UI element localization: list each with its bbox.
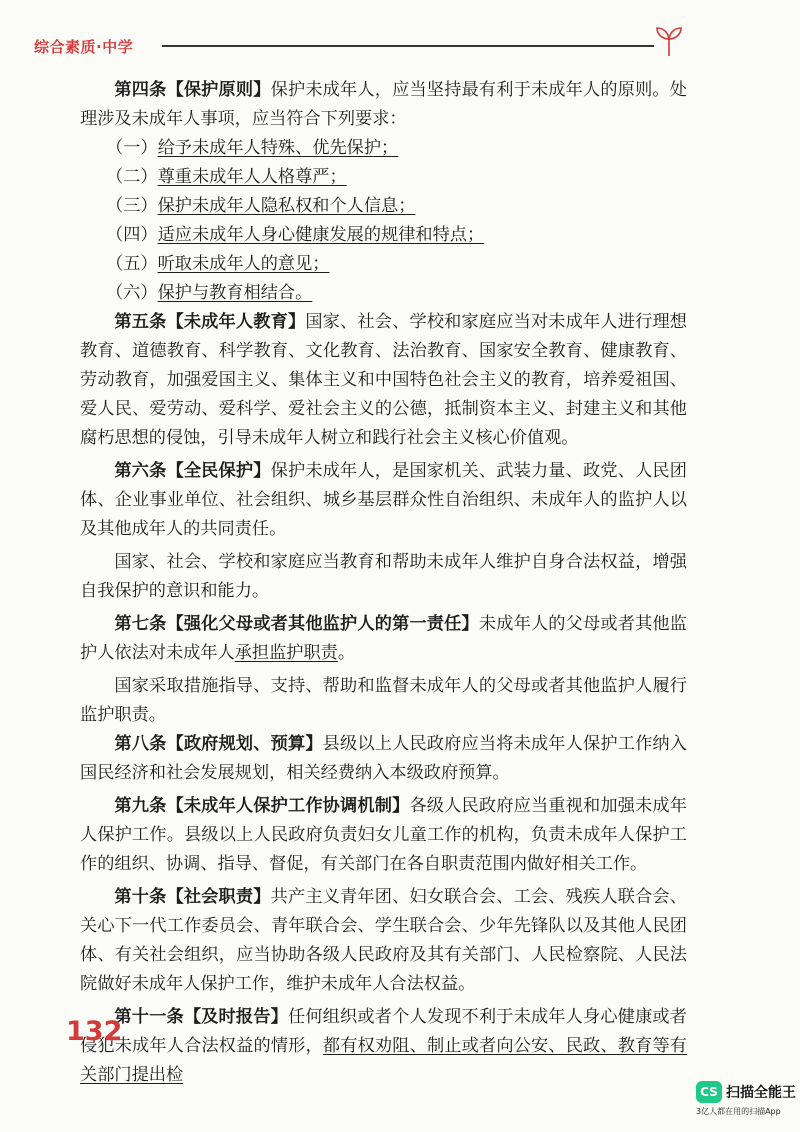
article-5: 第五条【未成年人教育】国家、社会、学校和家庭应当对未成年人进行理想教育、道德教育、科学教育、文化教育、法治教育、国家安全教育、健康教育、劳动教育，加强爱国主义、集体主义和中国特色社会主义的教育，培养爱祖国、爱人民、爱劳动、爱科学、爱社会主义的公德，抵制资本主义、封建主义和其他腐朽思想的侵蚀，引导未成年人树立和践行社会主义核心价值观。: [80, 312, 687, 448]
list-item: （四）适应未成年人身心健康发展的规律和特点；: [106, 225, 485, 245]
article-6-paragraph-2: 国家、社会、学校和家庭应当教育和帮助未成年人维护自身合法权益，增强自我保护的意识和能力。: [80, 552, 687, 601]
header-rule: [162, 45, 654, 47]
list-item: （五）听取未成年人的意见；: [106, 254, 330, 274]
list-item: （六）保护与教育相结合。: [106, 283, 313, 303]
article-10: 第十条【社会职责】共产主义青年团、妇女联合会、工会、残疾人联合会、关心下一代工作委员会、青年联合会、学生联合会、少年先锋队以及其他人民团体、有关社会组织，应当协助各级人民政府及其有关部门、人民检察院、人民法院做好未成年人保护工作，维护未成年人合法权益。: [80, 887, 687, 994]
list-item: （二）尊重未成年人人格尊严；: [106, 167, 347, 187]
article-9: 第九条【未成年人保护工作协调机制】各级人民政府应当重视和加强未成年人保护工作。县级以上人民政府负责妇女儿童工作的机构，负责未成年人保护工作的组织、协调、指导、督促，有关部门在各自职责范围内做好相关工作。: [80, 796, 687, 874]
article-8: 第八条【政府规划、预算】县级以上人民政府应当将未成年人保护工作纳入国民经济和社会发展规划，相关经费纳入本级政府预算。: [80, 734, 687, 783]
sprout-icon: [652, 24, 686, 58]
article-7-paragraph-2: 国家采取措施指导、支持、帮助和监督未成年人的父母或者其他监护人履行监护职责。: [80, 676, 687, 725]
list-item: （三）保护未成年人隐私权和个人信息；: [106, 196, 416, 216]
watermark-subtitle: 3亿人都在用的扫描App: [696, 1107, 781, 1116]
list-item: （一）给予未成年人特殊、优先保护；: [106, 138, 399, 158]
article-4: 第四条【保护原则】保护未成年人，应当坚持最有利于未成年人的原则。处理涉及未成年人事项，应当符合下列要求：: [80, 80, 687, 129]
article-6: 第六条【全民保护】保护未成年人，是国家机关、武装力量、政党、人民团体、企业事业单位、社会组织、城乡基层群众性自治组织、未成年人的监护人以及其他成年人的共同责任。: [80, 461, 687, 539]
page-body: [80, 76, 687, 1090]
watermark-name: 扫描全能王: [726, 1085, 796, 1101]
camscanner-logo-icon: CS: [696, 1081, 722, 1103]
scanner-watermark: [696, 1081, 796, 1103]
running-header-title: 综合素质·中学: [34, 38, 134, 56]
page-number: 132: [66, 1016, 123, 1047]
article-7: 第七条【强化父母或者其他监护人的第一责任】未成年人的父母或者其他监护人依法对未成年人承担监护职责。: [80, 614, 687, 663]
article-11: 第十一条【及时报告】任何组织或者个人发现不利于未成年人身心健康或者侵犯未成年人合法权益的情形，都有权劝阻、制止或者向公安、民政、教育等有关部门提出检: [80, 1007, 687, 1085]
